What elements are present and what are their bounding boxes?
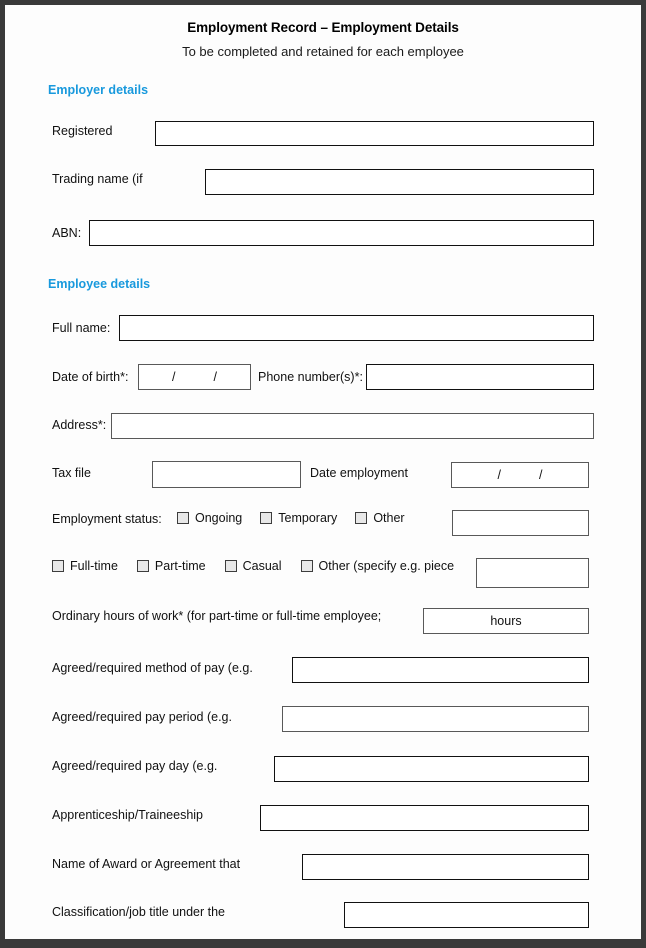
checkbox-icon[interactable] <box>177 512 189 524</box>
label-full-name: Full name: <box>52 321 111 335</box>
input-date-of-birth[interactable] <box>138 364 251 390</box>
checkbox-icon[interactable] <box>52 560 64 572</box>
label-trading-name: Trading name (if <box>52 172 143 186</box>
page-subtitle: To be completed and retained for each employee <box>182 44 464 59</box>
checkbox-option-status-other[interactable] <box>355 511 404 525</box>
label-award-name: Name of Award or Agreement that <box>52 857 241 871</box>
input-award-name[interactable] <box>302 854 589 880</box>
label-pay-period: Agreed/required pay period (e.g. <box>52 710 232 724</box>
label-phone-number: Phone number(s)*: <box>258 370 363 384</box>
checkbox-label: Temporary <box>278 511 338 525</box>
label-apprenticeship: Apprenticeship/Traineeship <box>52 808 204 822</box>
label-classification: Classification/job title under the <box>52 905 226 919</box>
checkbox-icon[interactable] <box>225 560 237 572</box>
checkbox-option-type-other[interactable] <box>301 559 454 573</box>
ordinary-hours-unit: hours <box>490 614 522 628</box>
checkbox-icon[interactable] <box>137 560 149 572</box>
input-date-employment[interactable] <box>451 462 589 488</box>
checkbox-option-full-time[interactable] <box>52 559 118 573</box>
checkbox-label: Part-time <box>154 559 206 573</box>
checkbox-label: Casual <box>242 559 282 573</box>
dob-separator-2: / <box>213 370 217 384</box>
input-method-of-pay[interactable] <box>292 657 589 683</box>
label-date-of-birth: Date of birth*: <box>52 370 129 384</box>
label-ordinary-hours: Ordinary hours of work* (for part-time or full-time employee; <box>52 609 382 623</box>
employment-status-options <box>177 511 405 525</box>
label-date-employment: Date employment <box>310 466 408 480</box>
label-method-of-pay: Agreed/required method of pay (e.g. <box>52 661 253 675</box>
checkbox-option-ongoing[interactable] <box>177 511 242 525</box>
input-trading-name[interactable] <box>205 169 594 195</box>
section-heading-employee: Employee details <box>48 277 151 291</box>
label-employment-status: Employment status: <box>52 512 162 526</box>
input-employment-type-other[interactable] <box>476 558 589 588</box>
label-address: Address*: <box>52 418 107 432</box>
date-employment-separator-2: / <box>539 468 543 482</box>
employment-type-options <box>52 559 454 573</box>
input-ordinary-hours[interactable] <box>423 608 589 634</box>
checkbox-icon[interactable] <box>355 512 367 524</box>
date-employment-separator-1: / <box>497 468 501 482</box>
input-abn[interactable] <box>89 220 594 246</box>
input-classification[interactable] <box>344 902 589 928</box>
checkbox-option-part-time[interactable] <box>137 559 206 573</box>
checkbox-label: Other (specify e.g. piece <box>318 559 455 573</box>
input-phone-number[interactable] <box>366 364 594 390</box>
input-pay-period[interactable] <box>282 706 589 732</box>
input-pay-day[interactable] <box>274 756 589 782</box>
checkbox-option-casual[interactable] <box>225 559 282 573</box>
checkbox-label: Other <box>373 511 405 525</box>
label-pay-day: Agreed/required pay day (e.g. <box>52 759 218 773</box>
form-sheet <box>5 5 641 939</box>
label-tax-file: Tax file <box>52 466 91 480</box>
dob-separator-1: / <box>172 370 176 384</box>
checkbox-label: Ongoing <box>195 511 243 525</box>
section-heading-employer: Employer details <box>48 83 149 97</box>
checkbox-icon[interactable] <box>301 560 313 572</box>
input-tax-file[interactable] <box>152 461 301 488</box>
label-abn: ABN: <box>52 226 82 240</box>
label-registered: Registered <box>52 124 113 138</box>
checkbox-option-temporary[interactable] <box>260 511 337 525</box>
input-full-name[interactable] <box>119 315 594 341</box>
input-registered[interactable] <box>155 121 594 146</box>
page-title: Employment Record – Employment Details <box>187 20 459 35</box>
input-apprenticeship[interactable] <box>260 805 589 831</box>
input-employment-status-other[interactable] <box>452 510 589 536</box>
checkbox-icon[interactable] <box>260 512 272 524</box>
input-address[interactable] <box>111 413 594 439</box>
checkbox-label: Full-time <box>70 559 118 573</box>
